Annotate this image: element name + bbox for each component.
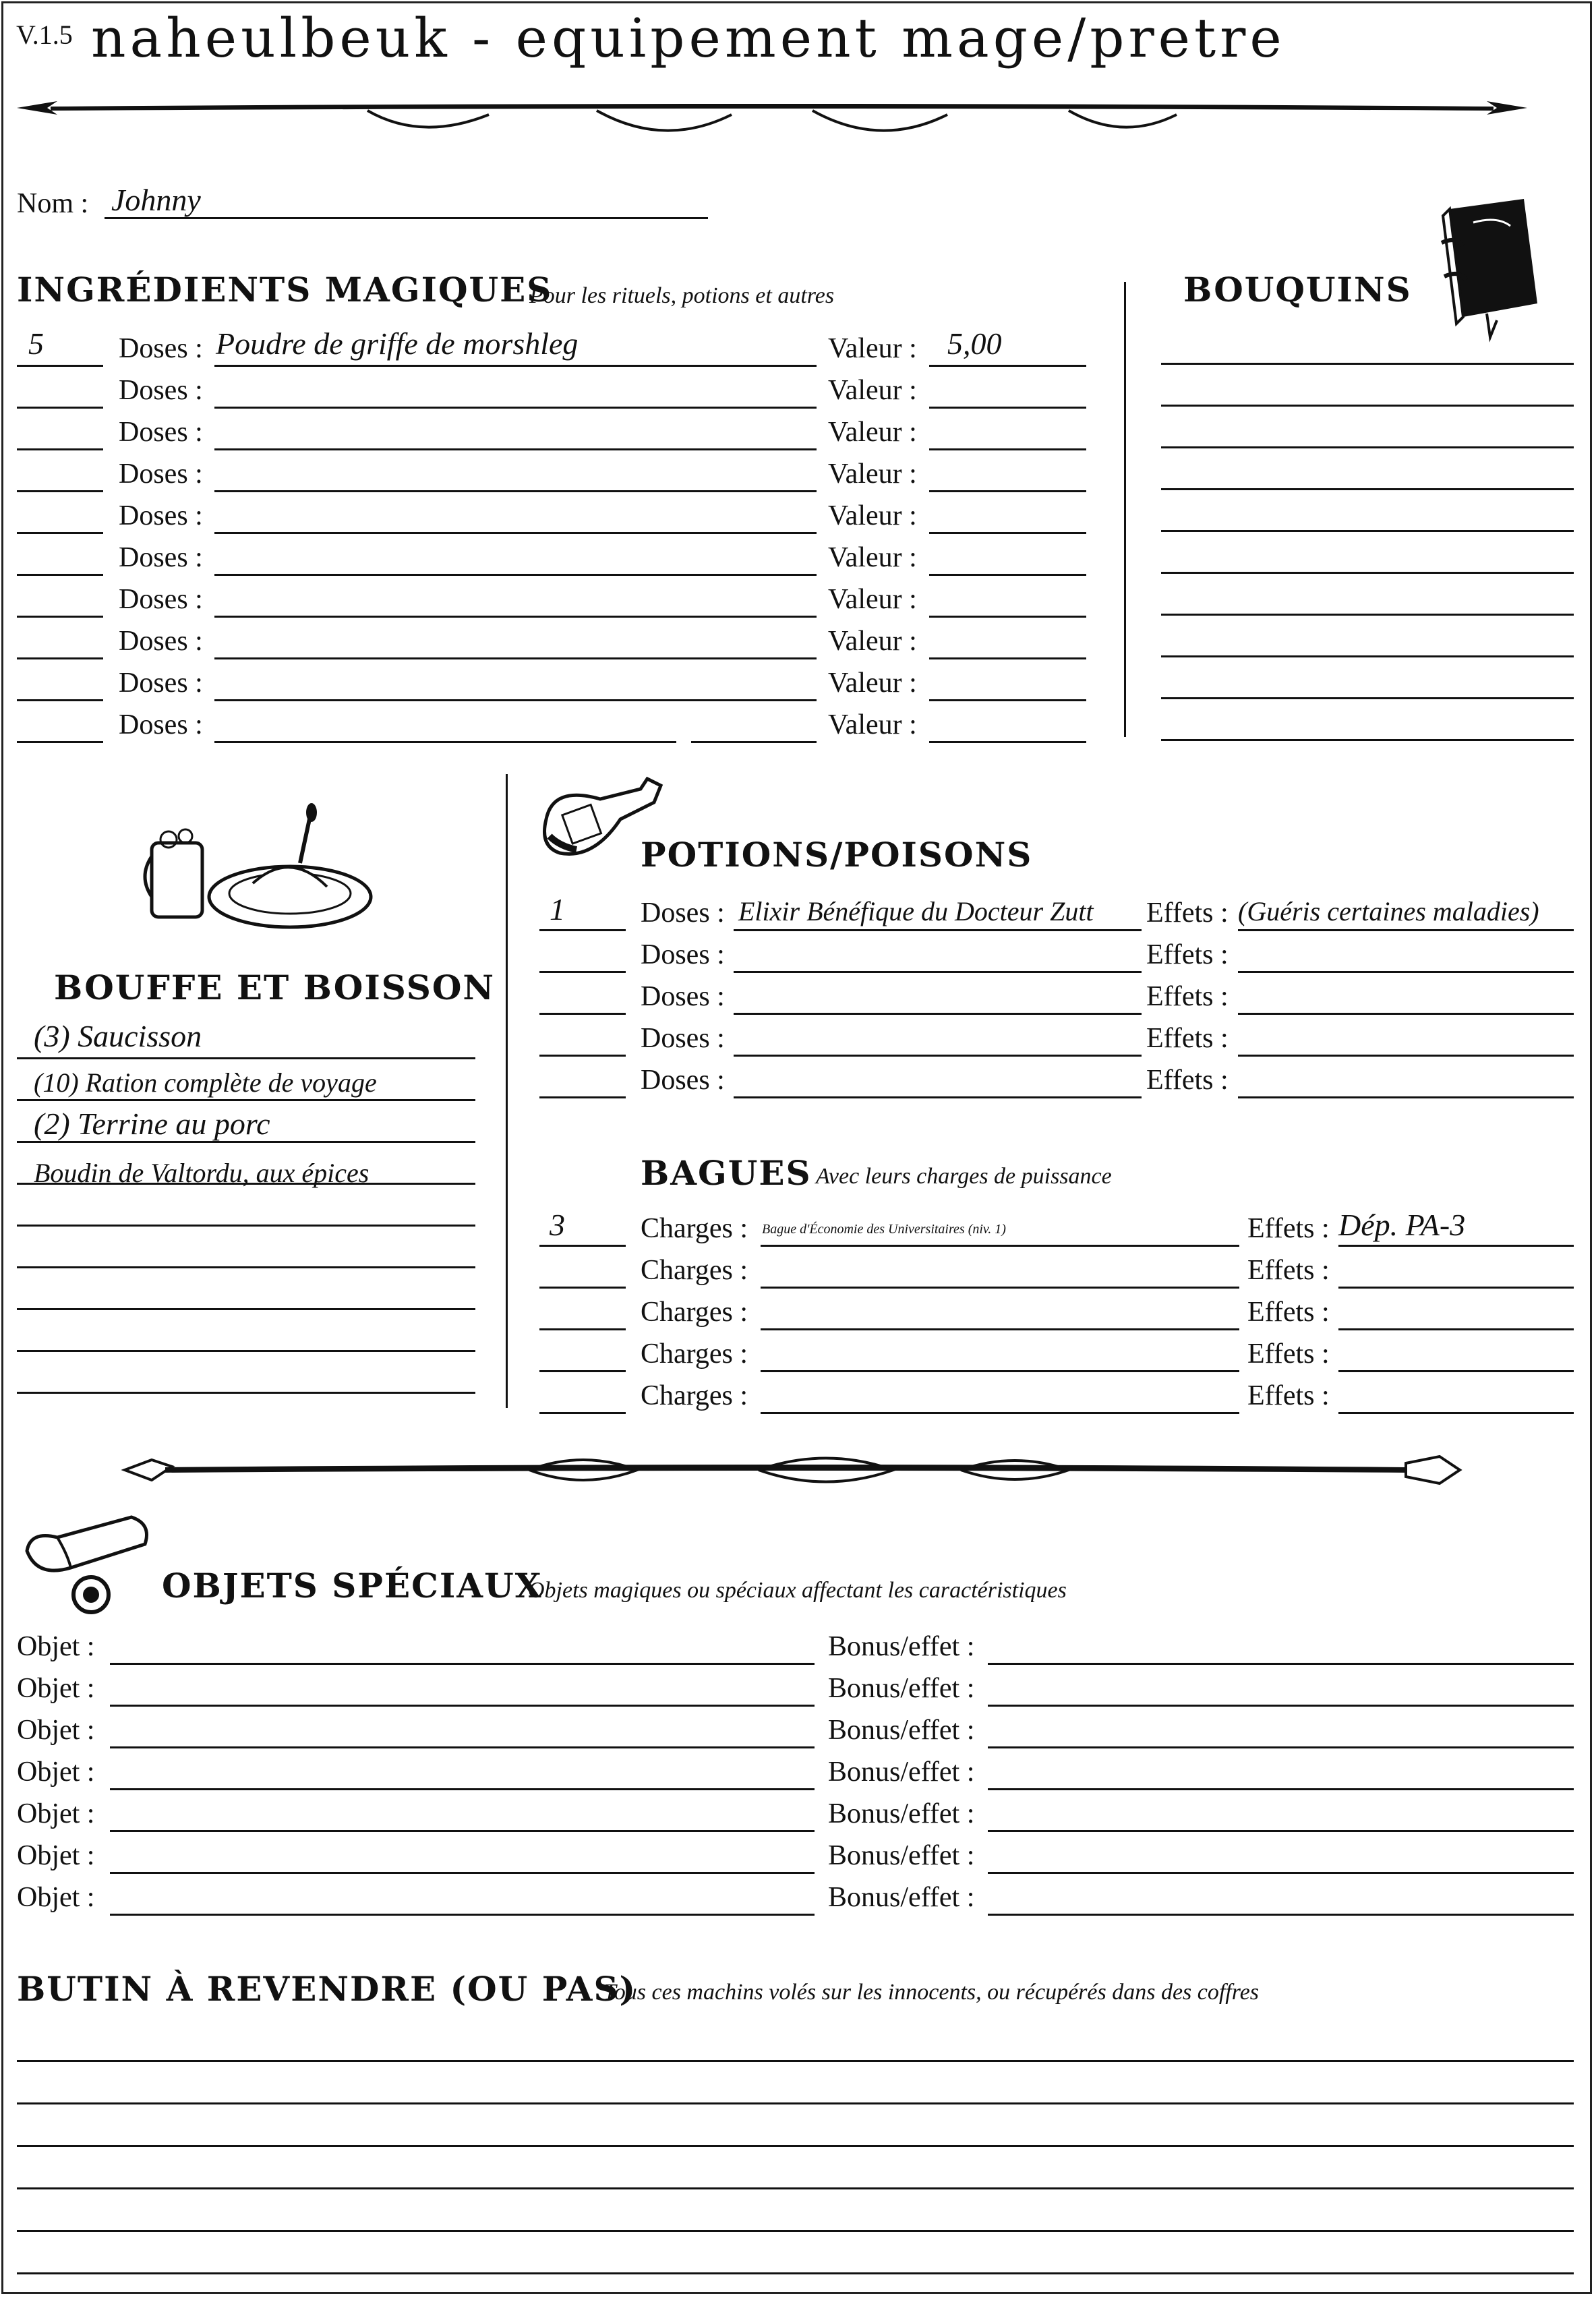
ring-qty[interactable]: 3 <box>550 1208 565 1242</box>
potion-qty-field <box>539 1013 626 1015</box>
ring-qty-field <box>539 1287 626 1289</box>
butin-line <box>17 2272 1574 2274</box>
ingredient-name-field <box>214 616 817 618</box>
butin-heading: BUTIN À REVENDRE (OU PAS) <box>17 1969 637 2009</box>
valeur-label: Valeur : <box>828 584 917 615</box>
book-line <box>1161 655 1574 657</box>
name-value[interactable]: Johnny <box>111 183 201 217</box>
food-item[interactable]: (2) Terrine au porc <box>34 1107 270 1141</box>
ring-name-field <box>761 1287 1239 1289</box>
charges-label: Charges : <box>641 1213 748 1244</box>
valeur-label: Valeur : <box>828 709 917 740</box>
potion-qty-field <box>539 971 626 973</box>
potion-name-field <box>734 1013 1142 1015</box>
bonus-field <box>988 1746 1574 1748</box>
ring-effect-field <box>1338 1412 1574 1414</box>
objet-label: Objet : <box>17 1631 95 1662</box>
food-line <box>17 1225 475 1227</box>
bonus-field <box>988 1705 1574 1707</box>
doses-label: Doses : <box>641 897 725 929</box>
potion-name-field <box>734 1096 1142 1098</box>
potion-qty[interactable]: 1 <box>550 892 565 926</box>
doses-label: Doses : <box>119 668 203 699</box>
doses-label: Doses : <box>119 709 203 740</box>
butin-line <box>17 2145 1574 2147</box>
ring-name-field <box>761 1245 1239 1247</box>
ingredient-value-field <box>929 490 1086 492</box>
bonus-label: Bonus/effet : <box>828 1798 975 1829</box>
ingredient-name-field <box>214 574 817 576</box>
bagues-subtitle: Avec leurs charges de puissance <box>816 1164 1112 1189</box>
effets-label: Effets : <box>1247 1213 1330 1244</box>
objet-label: Objet : <box>17 1715 95 1746</box>
effets-label: Effets : <box>1146 897 1229 929</box>
ring-effect-field <box>1338 1328 1574 1330</box>
food-item[interactable]: (3) Saucisson <box>34 1019 202 1053</box>
butin-line <box>17 2102 1574 2104</box>
charges-label: Charges : <box>641 1338 748 1369</box>
effets-label: Effets : <box>1146 1065 1229 1096</box>
spear-divider-icon <box>17 88 1527 148</box>
ingredient-value-field <box>929 532 1086 534</box>
ring-effect[interactable]: Dép. PA-3 <box>1338 1208 1466 1242</box>
bonus-field <box>988 1872 1574 1874</box>
book-line <box>1161 405 1574 407</box>
valeur-label: Valeur : <box>828 375 917 406</box>
bouquins-heading: BOUQUINS <box>1183 270 1412 310</box>
bagues-heading: BAGUES <box>641 1153 812 1193</box>
ingredient-qty-field <box>17 741 103 743</box>
effets-label: Effets : <box>1247 1297 1330 1328</box>
book-line <box>1161 697 1574 699</box>
objet-field <box>110 1663 815 1665</box>
ring-name-field <box>761 1328 1239 1330</box>
ingredient-value-field <box>929 574 1086 576</box>
objet-label: Objet : <box>17 1798 95 1829</box>
book-line <box>1161 488 1574 490</box>
effets-label: Effets : <box>1146 1023 1229 1054</box>
butin-line <box>17 2060 1574 2062</box>
objet-label: Objet : <box>17 1840 95 1871</box>
ring-qty-field <box>539 1370 626 1372</box>
potion-qty-field <box>539 1096 626 1098</box>
ingredient-value-field <box>929 741 1086 743</box>
charges-label: Charges : <box>641 1255 748 1286</box>
potion-effect-field <box>1238 1013 1574 1015</box>
ingredient-name-field <box>214 365 817 367</box>
ingredient-name-field <box>214 532 817 534</box>
bonus-field <box>988 1788 1574 1790</box>
ingredient-qty[interactable]: 5 <box>28 326 44 361</box>
objet-field <box>110 1788 815 1790</box>
ingredient-value-field <box>929 616 1086 618</box>
potion-effect-field <box>1238 971 1574 973</box>
butin-line <box>17 2187 1574 2189</box>
food-line <box>17 1392 475 1394</box>
effets-label: Effets : <box>1146 981 1229 1012</box>
ingredient-name-field <box>214 490 817 492</box>
ingredients-subtitle: Pour les rituels, potions et autres <box>529 283 835 308</box>
scroll-ring-icon <box>17 1510 152 1625</box>
ring-name-field <box>761 1370 1239 1372</box>
bonus-label: Bonus/effet : <box>828 1631 975 1662</box>
ring-qty-field <box>539 1412 626 1414</box>
potions-heading: POTIONS/POISONS <box>641 835 1033 875</box>
doses-label: Doses : <box>119 500 203 531</box>
objet-field <box>110 1830 815 1832</box>
food-line <box>17 1099 475 1101</box>
bouffe-heading: BOUFFE ET BOISSON <box>54 968 496 1007</box>
doses-label: Doses : <box>119 626 203 657</box>
ingredient-name-field <box>214 407 817 409</box>
doses-label: Doses : <box>119 375 203 406</box>
doses-label: Doses : <box>641 1065 725 1096</box>
ingredients-heading: INGRÉDIENTS MAGIQUES <box>17 270 553 310</box>
effets-label: Effets : <box>1247 1338 1330 1369</box>
ring-effect-field <box>1338 1370 1574 1372</box>
ingredient-name-field <box>214 448 817 450</box>
doses-label: Doses : <box>119 584 203 615</box>
objet-label: Objet : <box>17 1757 95 1788</box>
food-line <box>17 1057 475 1059</box>
book-line <box>1161 739 1574 741</box>
ingredient-name-field <box>214 699 817 701</box>
effets-label: Effets : <box>1146 939 1229 970</box>
name-line <box>105 217 708 219</box>
food-line <box>17 1266 475 1268</box>
potion-effect-field <box>1238 1055 1574 1057</box>
doses-label: Doses : <box>119 417 203 448</box>
doses-label: Doses : <box>119 333 203 364</box>
ingredient-name-field <box>214 657 817 659</box>
book-line <box>1161 572 1574 574</box>
doses-label: Doses : <box>641 939 725 970</box>
objet-label: Objet : <box>17 1673 95 1704</box>
ingredient-value-field <box>929 365 1086 367</box>
bonus-label: Bonus/effet : <box>828 1673 975 1704</box>
name-label: Nom : <box>17 188 89 219</box>
ingredient-qty-field <box>17 532 103 534</box>
ingredient-qty-field <box>17 616 103 618</box>
ring-qty-field <box>539 1245 626 1247</box>
ring-effect-field <box>1338 1245 1574 1247</box>
potion-qty-field <box>539 1055 626 1057</box>
book-line <box>1161 363 1574 365</box>
effets-label: Effets : <box>1247 1380 1330 1411</box>
ingredient-qty-field <box>17 490 103 492</box>
objet-field <box>110 1746 815 1748</box>
ingredient-qty-field <box>17 657 103 659</box>
butin-subtitle: Tous ces machins volés sur les innocents, ou récupérés dans des coffres <box>603 1980 1260 2005</box>
doses-label: Doses : <box>641 981 725 1012</box>
potion-effect-field <box>1238 1096 1574 1098</box>
ingredient-qty-field <box>17 699 103 701</box>
doses-label: Doses : <box>641 1023 725 1054</box>
book-line <box>1161 530 1574 532</box>
ingredient-qty-field <box>17 365 103 367</box>
valeur-label: Valeur : <box>828 542 917 573</box>
staff-divider-icon <box>125 1443 1460 1497</box>
food-item[interactable]: (10) Ration complète de voyage <box>34 1067 377 1098</box>
butin-line <box>17 2230 1574 2232</box>
book-line <box>1161 614 1574 616</box>
page-title: naheulbeuk - equipement mage/pretre <box>91 7 1286 69</box>
column-divider <box>1124 282 1126 737</box>
ingredient-value-field <box>929 407 1086 409</box>
potion-effect[interactable]: (Guéris certaines maladies) <box>1238 896 1539 926</box>
bonus-label: Bonus/effet : <box>828 1757 975 1788</box>
effets-label: Effets : <box>1247 1255 1330 1286</box>
valeur-label: Valeur : <box>828 500 917 531</box>
ingredient-qty-field <box>17 407 103 409</box>
food-plate-icon <box>138 802 374 937</box>
objets-subtitle: Objets magiques ou spéciaux affectant les caractéristiques <box>528 1578 1067 1603</box>
valeur-label: Valeur : <box>828 417 917 448</box>
potion-name[interactable]: Elixir Bénéfique du Docteur Zutt <box>738 896 1094 926</box>
valeur-label: Valeur : <box>828 668 917 699</box>
ingredient-qty-field <box>17 574 103 576</box>
objet-field <box>110 1914 815 1916</box>
objets-heading: OBJETS SPÉCIAUX <box>162 1566 543 1605</box>
doses-label: Doses : <box>119 459 203 490</box>
book-line <box>1161 446 1574 448</box>
valeur-label: Valeur : <box>828 459 917 490</box>
ingredient-qty-field <box>17 448 103 450</box>
ingredient-name-field <box>691 741 817 743</box>
version-label: V.1.5 <box>16 20 73 50</box>
bonus-field <box>988 1663 1574 1665</box>
bonus-label: Bonus/effet : <box>828 1840 975 1871</box>
bonus-field <box>988 1914 1574 1916</box>
ring-qty-field <box>539 1328 626 1330</box>
ingredient-name-field <box>214 741 676 743</box>
objet-field <box>110 1705 815 1707</box>
valeur-label: Valeur : <box>828 626 917 657</box>
potion-name-field <box>734 1055 1142 1057</box>
section-divider <box>506 774 508 1408</box>
charges-label: Charges : <box>641 1380 748 1411</box>
book-icon <box>1436 196 1544 337</box>
food-line <box>17 1350 475 1352</box>
ring-name[interactable]: Bague d'Économie des Universitaires (niv. 1) <box>762 1222 1006 1237</box>
potion-name-field <box>734 929 1142 931</box>
potion-effect-field <box>1238 929 1574 931</box>
ring-effect-field <box>1338 1287 1574 1289</box>
objet-label: Objet : <box>17 1882 95 1913</box>
ingredient-value-field <box>929 699 1086 701</box>
food-line <box>17 1308 475 1310</box>
valeur-label: Valeur : <box>828 333 917 364</box>
charges-label: Charges : <box>641 1297 748 1328</box>
potion-qty-field <box>539 929 626 931</box>
ingredient-value-field <box>929 448 1086 450</box>
ring-name-field <box>761 1412 1239 1414</box>
bonus-label: Bonus/effet : <box>828 1715 975 1746</box>
bonus-field <box>988 1830 1574 1832</box>
ingredient-value[interactable]: 5,00 <box>947 326 1002 361</box>
doses-label: Doses : <box>119 542 203 573</box>
ingredient-value-field <box>929 657 1086 659</box>
ingredient-name[interactable]: Poudre de griffe de morshleg <box>216 326 579 361</box>
objet-field <box>110 1872 815 1874</box>
food-item[interactable]: Boudin de Valtordu, aux épices <box>34 1158 370 1188</box>
potion-name-field <box>734 971 1142 973</box>
bonus-label: Bonus/effet : <box>828 1882 975 1913</box>
